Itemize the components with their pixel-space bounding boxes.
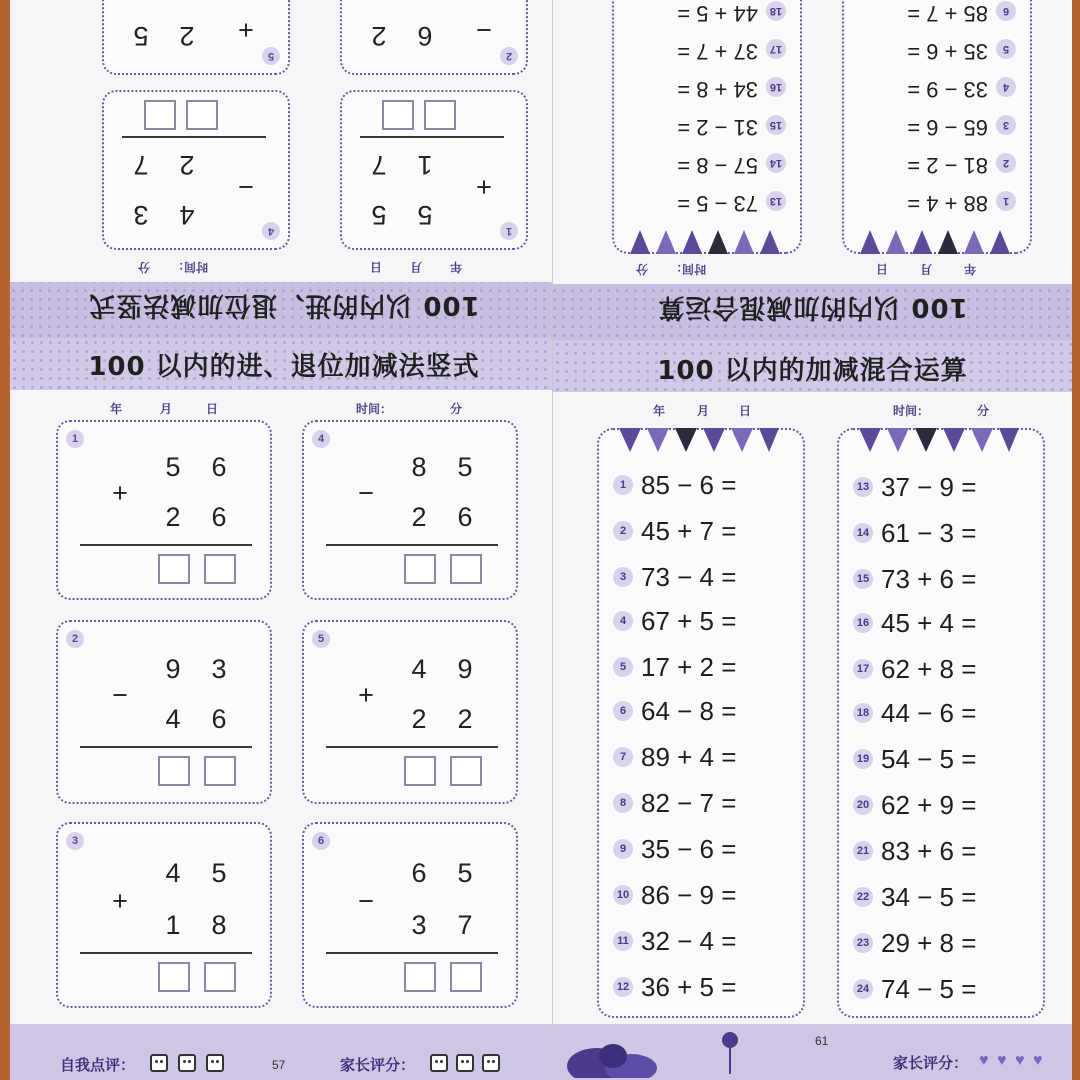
answer-line [326, 544, 498, 546]
operator: − [112, 680, 128, 710]
problem-number: 5 [312, 630, 330, 648]
parent-eval-label: 家长评分： [340, 1057, 416, 1074]
equation-text: 35 + 6 = [907, 39, 988, 64]
equation-row [853, 518, 1043, 548]
equation-text: 31 − 2 = [677, 115, 758, 140]
meta-day: 日 [875, 262, 888, 276]
equation-text: 29 + 8 = [881, 928, 977, 958]
equation-number: 9 [613, 839, 633, 859]
meta-time: 时间： [171, 260, 208, 274]
equation-row [596, 34, 786, 64]
meta-day: 日 [369, 260, 382, 274]
digit: 3 [211, 654, 227, 684]
equation-number: 10 [613, 885, 633, 905]
flipped-meta-row [553, 260, 1072, 280]
equation-text: 74 − 5 = [881, 974, 977, 1004]
right-workbook-page [552, 0, 1072, 1080]
meta-month: 月 [409, 260, 422, 274]
flipped-mixed-ops-page [553, 0, 1072, 340]
equation-row [826, 148, 1016, 178]
digit: 7 [457, 910, 473, 940]
flipped-problem-box [340, 90, 528, 250]
equation-number: 12 [613, 977, 633, 997]
equation-text: 37 + 7 = [677, 39, 758, 64]
equation-number: 18 [853, 703, 873, 723]
digit: 5 [371, 200, 387, 230]
equation-number: 3 [613, 567, 633, 587]
digit: 2 [179, 150, 195, 180]
digit: 8 [411, 452, 427, 482]
equation-row [826, 186, 1016, 216]
meta-time: 时间： [893, 404, 930, 418]
equation-text: 73 − 5 = [677, 191, 758, 216]
digit: 5 [457, 452, 473, 482]
answer-box-ones[interactable] [204, 756, 236, 786]
digit: 6 [211, 452, 227, 482]
equation-number: 24 [853, 979, 873, 999]
bunting-icon [619, 428, 779, 456]
problem-box-2 [56, 620, 272, 804]
problem-box-6 [302, 822, 518, 1008]
heart-icon[interactable]: ♥ [979, 1052, 989, 1069]
bunting-icon [860, 226, 1010, 254]
equation-number: 2 [613, 521, 633, 541]
operator: + [112, 478, 128, 508]
neutral-face-icon[interactable] [456, 1054, 474, 1072]
operator: − [358, 478, 374, 508]
page-number: 57 [272, 1058, 286, 1072]
digit: 6 [211, 502, 227, 532]
operator: + [358, 680, 374, 710]
digit: 6 [457, 502, 473, 532]
equation-text: 64 − 8 = [641, 696, 737, 726]
problem-number: 3 [66, 832, 84, 850]
heart-icon[interactable]: ♥ [1015, 1052, 1025, 1069]
problem-box-3 [56, 822, 272, 1008]
page-footer [553, 1024, 1072, 1080]
equation-number: 3 [996, 115, 1016, 135]
problem-number: 2 [500, 47, 518, 65]
equation-row [596, 148, 786, 178]
answer-box-ones[interactable] [204, 554, 236, 584]
equation-text: 35 − 6 = [641, 834, 737, 864]
page-title: 100 以内的加减混合运算 [657, 356, 968, 386]
flipped-problem-box [102, 90, 290, 250]
equation-number: 8 [613, 793, 633, 813]
sad-face-icon[interactable] [482, 1054, 500, 1072]
answer-line [326, 746, 498, 748]
equation-number: 14 [766, 153, 786, 173]
flipped-vertical-page [10, 0, 558, 340]
equation-row [613, 606, 803, 636]
equation-number: 19 [853, 749, 873, 769]
problem-number: 1 [66, 430, 84, 448]
equation-row [853, 698, 1043, 728]
equation-row [613, 562, 803, 592]
equation-number: 21 [853, 841, 873, 861]
equation-number: 22 [853, 887, 873, 907]
equation-text: 37 − 9 = [881, 472, 977, 502]
equation-row [853, 472, 1043, 502]
problem-number: 2 [66, 630, 84, 648]
page-footer [10, 1024, 558, 1080]
answer-box-tens[interactable] [158, 962, 190, 992]
digit: 2 [179, 21, 195, 51]
operator: + [476, 172, 492, 202]
equation-row [613, 926, 803, 956]
answer-box-ones[interactable] [204, 962, 236, 992]
answer-box-ones[interactable] [144, 100, 176, 130]
equation-row [613, 880, 803, 910]
meta-month: 月 [919, 262, 932, 276]
answer-line [80, 952, 252, 954]
digit: 3 [411, 910, 427, 940]
meta-time: 时间： [669, 262, 706, 276]
digit: 2 [165, 502, 181, 532]
meta-day: 日 [739, 404, 752, 418]
equation-row [613, 742, 803, 772]
equation-text: 67 + 5 = [641, 606, 737, 636]
digit: 4 [179, 200, 195, 230]
equation-row [826, 34, 1016, 64]
problem-number: 4 [312, 430, 330, 448]
equation-text: 45 + 4 = [881, 608, 977, 638]
equation-row [853, 564, 1043, 594]
equation-text: 86 − 9 = [641, 880, 737, 910]
flipped-page-title: 100 以内的加减混合运算 [657, 292, 968, 322]
equation-number: 6 [996, 1, 1016, 21]
digit: 9 [165, 654, 181, 684]
parent-eval-label: 家长评分： [893, 1055, 969, 1072]
equation-number: 11 [613, 931, 633, 951]
operator: + [238, 15, 254, 45]
equation-number: 2 [996, 153, 1016, 173]
flipped-problem-box [102, 0, 290, 75]
digit: 4 [411, 654, 427, 684]
equation-text: 62 + 8 = [881, 654, 977, 684]
equation-number: 20 [853, 795, 873, 815]
meta-month: 月 [160, 402, 173, 416]
answer-box-ones[interactable] [450, 554, 482, 584]
digit: 4 [165, 704, 181, 734]
equation-text: 65 − 6 = [907, 115, 988, 140]
problem-number: 6 [312, 832, 330, 850]
equation-row [853, 608, 1043, 638]
equation-number: 16 [853, 613, 873, 633]
operator: − [238, 172, 254, 202]
operator: + [112, 886, 128, 916]
operator: − [358, 886, 374, 916]
heart-icon[interactable]: ♥ [997, 1052, 1007, 1069]
equation-number: 18 [766, 1, 786, 21]
smiley-face-icon[interactable] [430, 1054, 448, 1072]
equation-row [596, 0, 786, 26]
equation-panel-left [597, 428, 805, 1018]
equation-row [826, 110, 1016, 140]
equation-row [853, 654, 1043, 684]
digit: 8 [211, 910, 227, 940]
digit: 1 [417, 150, 433, 180]
equation-text: 34 + 8 = [677, 77, 758, 102]
equation-number: 23 [853, 933, 873, 953]
meta-year: 年 [653, 404, 666, 418]
answer-box-tens[interactable] [404, 756, 436, 786]
flipped-page-title: 100 以内的进、退位加减法竖式 [88, 290, 480, 320]
digit: 5 [211, 858, 227, 888]
answer-line [326, 952, 498, 954]
meta-row [553, 400, 1072, 420]
meta-minute: 分 [635, 262, 648, 276]
answer-line [80, 544, 252, 546]
flipped-equation-panel [612, 0, 802, 254]
meta-year: 年 [963, 262, 976, 276]
flower-icon [717, 1030, 743, 1076]
equation-row [596, 110, 786, 140]
bunting-icon [630, 226, 780, 254]
digit: 1 [165, 910, 181, 940]
answer-line [80, 746, 252, 748]
digit: 5 [417, 200, 433, 230]
equation-number: 15 [766, 115, 786, 135]
digit: 7 [371, 150, 387, 180]
answer-box-tens[interactable] [404, 962, 436, 992]
equation-number: 5 [613, 657, 633, 677]
equation-number: 4 [996, 77, 1016, 97]
page-number: 61 [815, 1034, 829, 1048]
equation-text: 81 − 2 = [907, 153, 988, 178]
equation-text: 88 + 4 = [907, 191, 988, 216]
equation-text: 32 − 4 = [641, 926, 737, 956]
operator: − [476, 15, 492, 45]
digit: 2 [457, 704, 473, 734]
meta-minute: 分 [450, 402, 463, 416]
equation-number: 7 [613, 747, 633, 767]
meta-year: 年 [449, 260, 462, 274]
equation-number: 4 [613, 611, 633, 631]
equation-number: 5 [996, 39, 1016, 59]
self-eval-label: 自我点评： [60, 1057, 136, 1074]
equation-text: 36 + 5 = [641, 972, 737, 1002]
equation-number: 6 [613, 701, 633, 721]
equation-row [613, 652, 803, 682]
page-title: 100 以内的进、退位加减法竖式 [88, 352, 480, 382]
equation-number: 15 [853, 569, 873, 589]
equation-text: 33 − 9 = [907, 77, 988, 102]
equation-row [826, 0, 1016, 26]
equation-text: 82 − 7 = [641, 788, 737, 818]
equation-row [826, 72, 1016, 102]
flipped-problem-box [340, 0, 528, 75]
equation-number: 17 [853, 659, 873, 679]
digit: 2 [371, 21, 387, 51]
answer-box-tens[interactable] [404, 554, 436, 584]
equation-number: 16 [766, 77, 786, 97]
equation-row [853, 928, 1043, 958]
equation-row [596, 72, 786, 102]
meta-minute: 分 [137, 260, 150, 274]
answer-box-tens[interactable] [158, 554, 190, 584]
meta-row [10, 398, 558, 418]
digit: 6 [211, 704, 227, 734]
equation-row [853, 836, 1043, 866]
meta-day: 日 [206, 402, 219, 416]
equation-row [613, 972, 803, 1002]
equation-row [613, 788, 803, 818]
equation-text: 85 + 7 = [907, 1, 988, 26]
answer-line [122, 136, 266, 138]
digit: 5 [457, 858, 473, 888]
answer-line [360, 136, 504, 138]
equation-text: 62 + 9 = [881, 790, 977, 820]
meta-year: 年 [110, 402, 123, 416]
digit: 2 [411, 502, 427, 532]
digit: 2 [411, 704, 427, 734]
equation-text: 54 − 5 = [881, 744, 977, 774]
meta-minute: 分 [977, 404, 990, 418]
equation-row [613, 516, 803, 546]
equation-text: 89 + 4 = [641, 742, 737, 772]
digit: 5 [133, 21, 149, 51]
equation-text: 44 − 6 = [881, 698, 977, 728]
equation-number: 13 [766, 191, 786, 211]
equation-row [853, 974, 1043, 1004]
digit: 7 [133, 150, 149, 180]
heart-icon[interactable]: ♥ [1033, 1052, 1043, 1069]
equation-row [613, 470, 803, 500]
digit: 6 [417, 21, 433, 51]
equation-number: 13 [853, 477, 873, 497]
equation-text: 57 − 8 = [677, 153, 758, 178]
equation-text: 85 − 6 = [641, 470, 737, 500]
problem-box-1 [56, 420, 272, 600]
equation-row [613, 834, 803, 864]
equation-text: 73 + 6 = [881, 564, 977, 594]
bunting-icon [859, 428, 1019, 456]
smiley-face-icon[interactable] [150, 1054, 168, 1072]
equation-row [613, 696, 803, 726]
answer-box-tens[interactable] [186, 100, 218, 130]
digit: 3 [133, 200, 149, 230]
digit: 6 [411, 858, 427, 888]
answer-box-ones[interactable] [450, 756, 482, 786]
answer-box-tens[interactable] [158, 756, 190, 786]
equation-number: 17 [766, 39, 786, 59]
problem-number: 1 [500, 222, 518, 240]
problem-number: 5 [262, 47, 280, 65]
answer-box-ones[interactable] [450, 962, 482, 992]
problem-box-4 [302, 420, 518, 600]
bush-decoration-icon [567, 1026, 677, 1078]
sad-face-icon[interactable] [206, 1054, 224, 1072]
digit: 9 [457, 654, 473, 684]
equation-text: 73 − 4 = [641, 562, 737, 592]
flipped-equation-panel [842, 0, 1032, 254]
neutral-face-icon[interactable] [178, 1054, 196, 1072]
equation-row [853, 744, 1043, 774]
equation-text: 61 − 3 = [881, 518, 977, 548]
equation-panel-right [837, 428, 1045, 1018]
answer-box-tens[interactable] [424, 100, 456, 130]
equation-row [853, 882, 1043, 912]
meta-month: 月 [697, 404, 710, 418]
equation-number: 1 [996, 191, 1016, 211]
equation-row [853, 790, 1043, 820]
equation-text: 83 + 6 = [881, 836, 977, 866]
equation-text: 17 + 2 = [641, 652, 737, 682]
meta-time: 时间： [356, 402, 393, 416]
left-workbook-page [10, 0, 558, 1080]
digit: 4 [165, 858, 181, 888]
digit: 5 [165, 452, 181, 482]
equation-text: 34 − 5 = [881, 882, 977, 912]
problem-number: 4 [262, 222, 280, 240]
equation-number: 14 [853, 523, 873, 543]
equation-text: 45 + 7 = [641, 516, 737, 546]
answer-box-ones[interactable] [382, 100, 414, 130]
equation-text: 44 + 5 = [677, 1, 758, 26]
equation-number: 1 [613, 475, 633, 495]
problem-box-5 [302, 620, 518, 804]
flipped-meta-row [10, 258, 558, 278]
equation-row [596, 186, 786, 216]
